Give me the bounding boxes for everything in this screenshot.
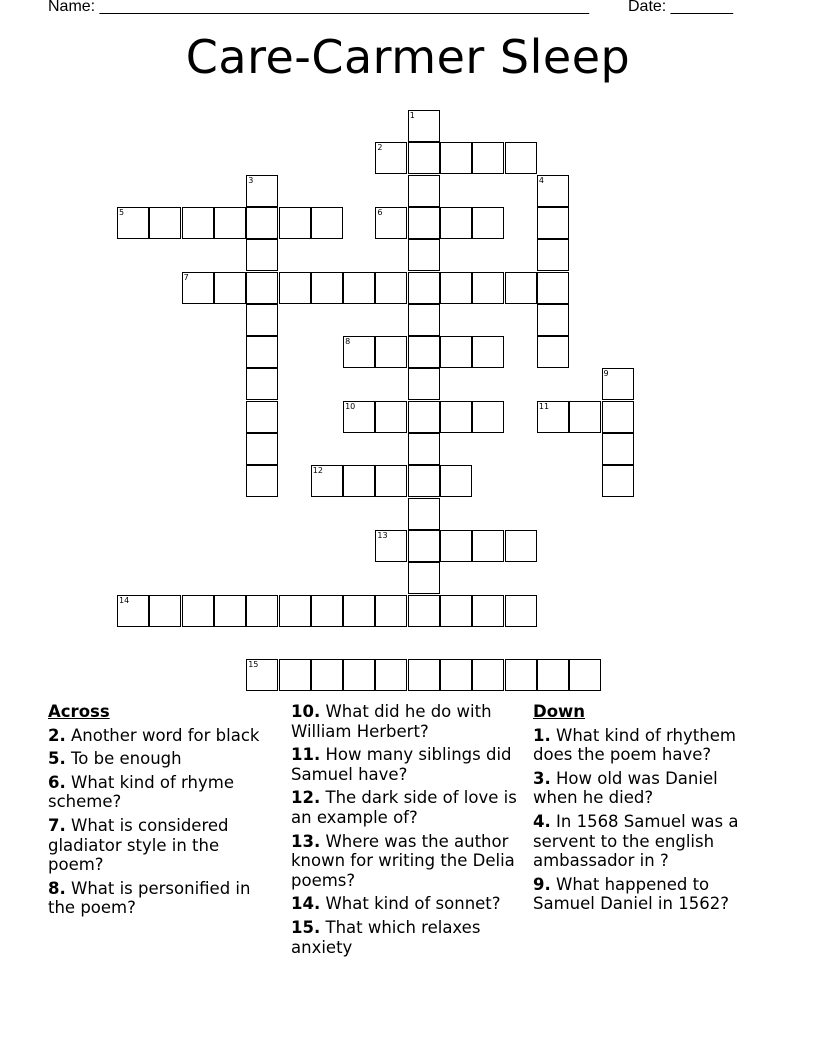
grid-cell[interactable] — [343, 465, 375, 497]
grid-cell[interactable] — [408, 562, 440, 594]
grid-cell[interactable] — [375, 659, 407, 691]
grid-cell[interactable] — [440, 207, 472, 239]
across-clue-13 — [291, 832, 526, 891]
clue-text: What kind of rhyme scheme? — [48, 772, 235, 812]
grid-cell[interactable] — [182, 207, 214, 239]
grid-cell[interactable] — [279, 207, 311, 239]
cell-number: 6 — [377, 207, 383, 217]
cell-number: 12 — [312, 466, 323, 476]
grid-cell[interactable] — [375, 336, 407, 368]
clue-number: 2. — [48, 725, 66, 745]
grid-cell[interactable] — [408, 401, 440, 433]
across-heading: Across — [48, 702, 110, 721]
clue-text: The dark side of love is an example of? — [291, 788, 517, 827]
clue-number: 15. — [291, 917, 321, 937]
grid-cell[interactable] — [343, 659, 375, 691]
grid-cell[interactable] — [246, 595, 278, 627]
grid-cell[interactable] — [246, 304, 278, 336]
down-clue-1 — [533, 726, 763, 765]
clue-text: How old was Daniel when he died? — [533, 768, 718, 808]
across-clue-15 — [291, 918, 526, 957]
clue-number: 14. — [291, 894, 321, 914]
grid-cell[interactable] — [408, 142, 440, 174]
across-clue-6 — [48, 773, 273, 812]
grid-cell[interactable] — [408, 336, 440, 368]
down-clue-9 — [533, 875, 763, 914]
across-clue-7 — [48, 816, 273, 875]
grid-cell[interactable] — [408, 465, 440, 497]
grid-cell[interactable] — [408, 175, 440, 207]
clue-number: 9. — [533, 874, 551, 894]
grid-cell[interactable] — [408, 530, 440, 562]
grid-cell[interactable] — [408, 239, 440, 271]
grid-cell[interactable] — [505, 530, 537, 562]
grid-cell[interactable] — [602, 401, 634, 433]
grid-cell[interactable] — [408, 110, 440, 142]
clue-text: What happened to Samuel Daniel in 1562? — [533, 874, 729, 914]
cell-number: 4 — [538, 175, 544, 185]
grid-cell[interactable] — [537, 401, 569, 433]
grid-cell[interactable] — [311, 465, 343, 497]
across-clues-column-2 — [291, 702, 526, 961]
grid-cell[interactable] — [246, 207, 278, 239]
grid-cell[interactable] — [182, 272, 214, 304]
grid-cell[interactable] — [408, 207, 440, 239]
grid-cell[interactable] — [343, 272, 375, 304]
grid-cell[interactable] — [182, 595, 214, 627]
grid-cell[interactable] — [246, 336, 278, 368]
cell-number: 7 — [183, 272, 189, 282]
clue-text: What is considered gladiator style in the poem? — [48, 815, 229, 875]
grid-cell[interactable] — [246, 368, 278, 400]
cell-number: 9 — [603, 369, 609, 379]
grid-cell[interactable] — [246, 465, 278, 497]
grid-cell[interactable] — [440, 142, 472, 174]
grid-cell[interactable] — [279, 659, 311, 691]
grid-cell[interactable] — [537, 175, 569, 207]
grid-cell[interactable] — [408, 272, 440, 304]
cell-number: 13 — [377, 530, 388, 540]
clue-number: 8. — [48, 878, 66, 898]
grid-cell[interactable] — [375, 207, 407, 239]
cell-number: 5 — [119, 207, 125, 217]
name-field-label[interactable]: Name: _______________________________________________________ — [48, 0, 589, 15]
grid-cell[interactable] — [472, 336, 504, 368]
grid-cell[interactable] — [408, 659, 440, 691]
grid-cell[interactable] — [537, 304, 569, 336]
grid-cell[interactable] — [408, 433, 440, 465]
grid-cell[interactable] — [602, 465, 634, 497]
down-heading: Down — [533, 702, 586, 721]
clue-number: 12. — [291, 788, 321, 808]
cell-number: 11 — [538, 401, 550, 411]
grid-cell[interactable] — [537, 207, 569, 239]
grid-cell[interactable] — [214, 272, 246, 304]
clue-text: What kind of rhythem does the poem have? — [533, 725, 736, 765]
cell-number: 14 — [119, 595, 130, 605]
clue-number: 13. — [291, 831, 321, 851]
grid-cell[interactable] — [149, 207, 181, 239]
clue-number: 10. — [291, 702, 321, 721]
clue-number: 6. — [48, 772, 66, 792]
clue-text: To be enough — [71, 749, 182, 769]
grid-cell[interactable] — [375, 595, 407, 627]
grid-cell[interactable] — [440, 401, 472, 433]
across-clue-14 — [291, 894, 526, 914]
grid-cell[interactable] — [375, 401, 407, 433]
cell-number: 1 — [409, 111, 415, 120]
grid-cell[interactable] — [246, 659, 278, 691]
grid-cell[interactable] — [505, 595, 537, 627]
grid-cell[interactable] — [408, 304, 440, 336]
grid-cell[interactable] — [440, 465, 472, 497]
clue-text: Another word for black — [71, 725, 260, 745]
grid-cell[interactable] — [343, 595, 375, 627]
grid-cell[interactable] — [246, 239, 278, 271]
grid-cell[interactable] — [246, 175, 278, 207]
grid-cell[interactable] — [472, 272, 504, 304]
grid-cell[interactable] — [505, 142, 537, 174]
grid-cell[interactable] — [440, 659, 472, 691]
clue-number: 1. — [533, 725, 551, 745]
grid-cell[interactable] — [246, 401, 278, 433]
cell-number: 15 — [248, 660, 259, 670]
date-field-label[interactable]: Date: _______ — [628, 0, 733, 15]
clue-text: What did he do with William Herbert? — [291, 702, 492, 741]
grid-cell[interactable] — [246, 272, 278, 304]
grid-cell[interactable] — [311, 272, 343, 304]
grid-cell[interactable] — [537, 659, 569, 691]
grid-cell[interactable] — [375, 530, 407, 562]
grid-cell[interactable] — [214, 207, 246, 239]
grid-cell[interactable] — [149, 595, 181, 627]
across-clues-column-1 — [48, 702, 273, 922]
grid-cell[interactable] — [472, 595, 504, 627]
grid-cell[interactable] — [117, 207, 149, 239]
grid-cell[interactable] — [311, 207, 343, 239]
grid-cell[interactable] — [440, 530, 472, 562]
grid-cell[interactable] — [472, 142, 504, 174]
across-clue-12 — [291, 788, 526, 827]
clue-text: That which relaxes anxiety — [291, 917, 481, 957]
down-clues-column — [533, 702, 763, 918]
grid-cell[interactable] — [537, 336, 569, 368]
down-clue-4 — [533, 812, 763, 871]
grid-cell[interactable] — [279, 595, 311, 627]
grid-cell[interactable] — [472, 530, 504, 562]
clue-number: 7. — [48, 815, 66, 835]
grid-cell[interactable] — [343, 401, 375, 433]
grid-cell[interactable] — [408, 595, 440, 627]
grid-cell[interactable] — [343, 336, 375, 368]
clue-text: What kind of sonnet? — [325, 894, 501, 914]
grid-cell[interactable] — [602, 368, 634, 400]
grid-cell[interactable] — [569, 659, 601, 691]
grid-cell[interactable] — [408, 498, 440, 530]
clue-text: Where was the author known for writing the Delia poems? — [291, 831, 515, 890]
grid-cell[interactable] — [505, 659, 537, 691]
grid-cell[interactable] — [375, 142, 407, 174]
grid-cell[interactable] — [602, 433, 634, 465]
clue-text: What is personified in the poem? — [48, 878, 251, 918]
grid-cell[interactable] — [505, 272, 537, 304]
grid-cell[interactable] — [569, 401, 601, 433]
grid-cell[interactable] — [246, 433, 278, 465]
across-clue-10 — [291, 702, 526, 741]
grid-cell[interactable] — [311, 595, 343, 627]
clue-number: 11. — [291, 745, 321, 765]
grid-cell[interactable] — [440, 595, 472, 627]
grid-cell[interactable] — [311, 659, 343, 691]
down-clue-3 — [533, 769, 763, 808]
grid-cell[interactable] — [375, 272, 407, 304]
grid-cell[interactable] — [214, 595, 246, 627]
cell-number: 2 — [377, 143, 383, 153]
grid-cell[interactable] — [537, 239, 569, 271]
cell-number: 8 — [345, 337, 351, 347]
across-clue-2 — [48, 726, 273, 746]
cell-number: 10 — [345, 401, 356, 411]
grid-cell[interactable] — [440, 336, 472, 368]
cell-number: 3 — [248, 175, 254, 185]
grid-cell[interactable] — [279, 272, 311, 304]
clue-text: How many siblings did Samuel have? — [291, 745, 512, 784]
grid-cell[interactable] — [472, 401, 504, 433]
across-clue-11 — [291, 745, 526, 784]
page-title: Care-Carmer Sleep — [185, 30, 631, 84]
grid-cell[interactable] — [117, 595, 149, 627]
grid-cell[interactable] — [472, 207, 504, 239]
grid-cell[interactable] — [472, 659, 504, 691]
clue-text: In 1568 Samuel was a servent to the english ambassador in ? — [533, 811, 739, 871]
across-clue-8 — [48, 879, 273, 918]
grid-cell[interactable] — [440, 272, 472, 304]
clue-number: 4. — [533, 811, 551, 831]
clue-number: 5. — [48, 749, 66, 769]
grid-cell[interactable] — [537, 272, 569, 304]
grid-cell[interactable] — [375, 465, 407, 497]
grid-cell[interactable] — [408, 368, 440, 400]
across-clue-5 — [48, 749, 273, 769]
clue-number: 3. — [533, 768, 551, 788]
